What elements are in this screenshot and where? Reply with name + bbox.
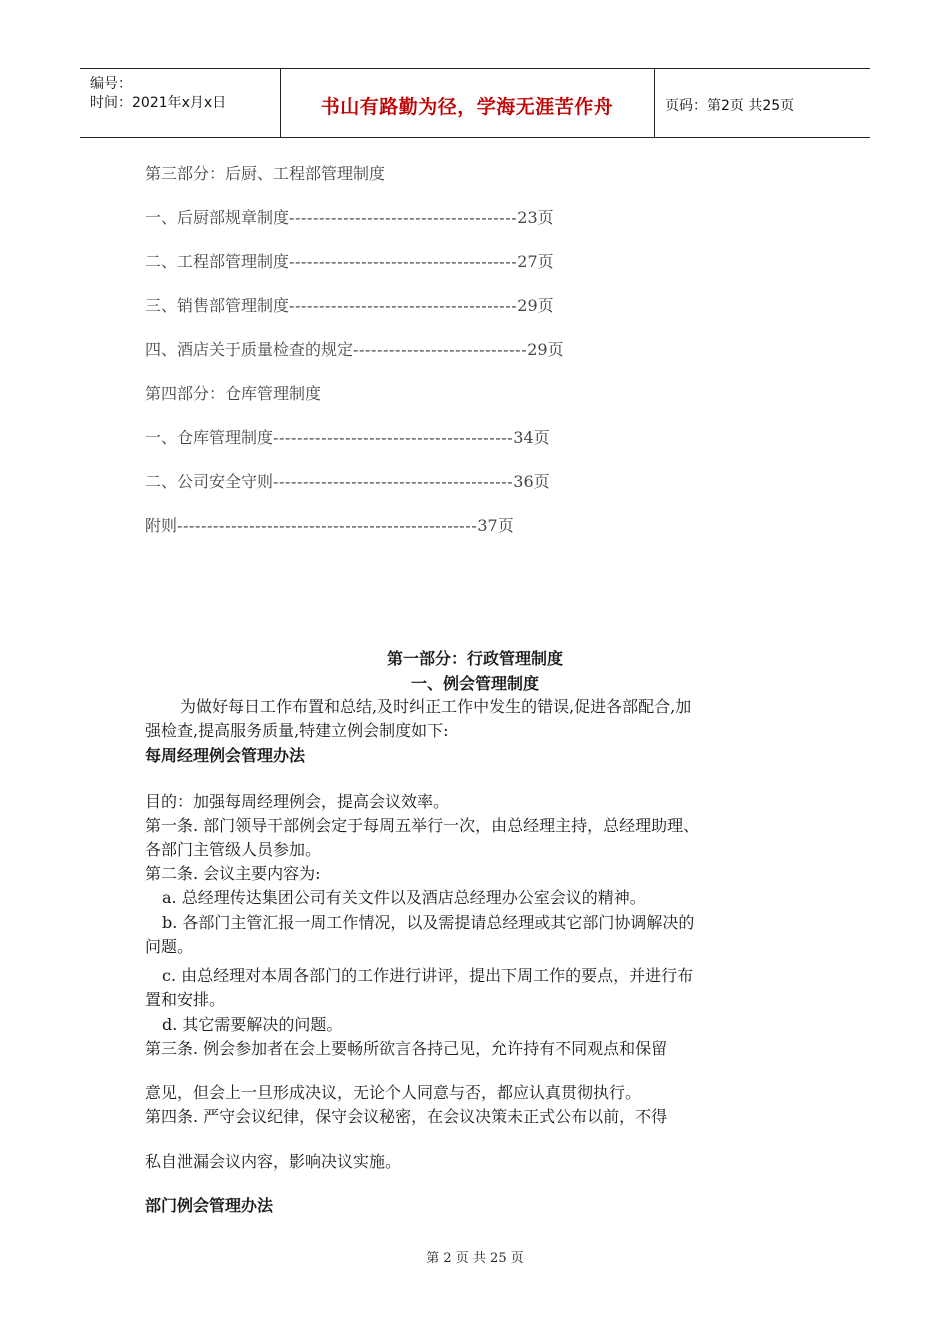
article1-line2: 各部门主管级人员参加。 bbox=[145, 840, 322, 859]
motto-text: 书山有路勤为径，学海无涯苦作舟 bbox=[320, 96, 614, 118]
toc-entry bbox=[145, 205, 554, 228]
section1-title: 一、例会管理制度 bbox=[410, 674, 539, 693]
list-item-c-line1: c. 由总经理对本周各部门的工作进行讲评，提出下周工作的要点，并进行布 bbox=[162, 966, 694, 985]
toc-leader: -------------------------------------------------- bbox=[177, 516, 478, 535]
toc-leader: ----------------------------- bbox=[353, 340, 528, 359]
toc-leader: ---------------------------------------- bbox=[273, 472, 514, 491]
page-info: 页码：第2页 共25页 bbox=[665, 98, 795, 114]
toc-leader: -------------------------------------- bbox=[289, 296, 518, 315]
toc-page: 37页 bbox=[477, 516, 514, 535]
article4-line2: 私自泄漏会议内容，影响决议实施。 bbox=[145, 1152, 402, 1171]
part1-title: 第一部分：行政管理制度 bbox=[386, 649, 563, 668]
document-header bbox=[80, 68, 870, 138]
list-item-d: d. 其它需要解决的问题。 bbox=[162, 1015, 343, 1034]
list-item-a: a. 总经理传达集团公司有关文件以及酒店总经理办公室会议的精神。 bbox=[162, 888, 646, 907]
toc-entry bbox=[145, 293, 554, 316]
toc-leader: ---------------------------------------- bbox=[273, 428, 514, 447]
toc-leader: -------------------------------------- bbox=[289, 208, 518, 227]
toc-entry-label: 附则 bbox=[145, 516, 178, 535]
list-item-b-line2: 问题。 bbox=[145, 937, 194, 956]
time-label: 时间：2021年x月x日 bbox=[90, 95, 227, 111]
header-meta-cell bbox=[80, 69, 281, 137]
toc-entry-label: 一、仓库管理制度 bbox=[145, 428, 274, 447]
article3-line2: 意见，但会上一旦形成决议，无论个人同意与否，都应认真贯彻执行。 bbox=[145, 1083, 642, 1102]
toc-entry bbox=[145, 513, 514, 536]
toc-part3-heading: 第三部分：后厨、工程部管理制度 bbox=[145, 164, 386, 183]
toc-entry bbox=[145, 425, 550, 448]
toc-entry-label: 四、酒店关于质量检查的规定 bbox=[145, 340, 354, 359]
list-item-c-line2: 置和安排。 bbox=[145, 990, 226, 1009]
toc-entry-label: 一、后厨部规章制度 bbox=[145, 208, 290, 227]
article3-line1: 第三条. 例会参加者在会上要畅所欲言各持己见，允许持有不同观点和保留 bbox=[145, 1039, 668, 1058]
toc-page: 29页 bbox=[527, 340, 564, 359]
toc-entry-label: 二、工程部管理制度 bbox=[145, 252, 290, 271]
header-page-cell bbox=[654, 69, 871, 137]
list-item-b-line1: b. 各部门主管汇报一周工作情况，以及需提请总经理或其它部门协调解决的 bbox=[162, 913, 695, 932]
intro-paragraph-line1: 为做好每日工作布置和总结,及时纠正工作中发生的错误,促进各部配合,加 bbox=[180, 697, 692, 716]
header-motto-cell bbox=[280, 69, 654, 137]
toc-page: 36页 bbox=[513, 472, 550, 491]
toc-page: 23页 bbox=[517, 208, 554, 227]
number-label: 编号： bbox=[90, 76, 132, 92]
article4-line1: 第四条. 严守会议纪律，保守会议秘密，在会议决策未正式公布以前，不得 bbox=[145, 1107, 668, 1126]
dept-meeting-heading: 部门例会管理办法 bbox=[145, 1196, 274, 1215]
toc-entry bbox=[145, 249, 554, 272]
page-footer: 第 2 页 共 25 页 bbox=[426, 1251, 524, 1266]
toc-entry bbox=[145, 337, 564, 360]
weekly-meeting-heading: 每周经理例会管理办法 bbox=[145, 746, 306, 765]
purpose-text: 目的：加强每周经理例会，提高会议效率。 bbox=[145, 792, 450, 811]
intro-paragraph-line2: 强检查,提高服务质量,特建立例会制度如下: bbox=[145, 721, 449, 740]
toc-leader: -------------------------------------- bbox=[289, 252, 518, 271]
toc-page: 34页 bbox=[513, 428, 550, 447]
toc-page: 27页 bbox=[517, 252, 554, 271]
article2: 第二条. 会议主要内容为: bbox=[145, 864, 321, 883]
toc-entry-label: 三、销售部管理制度 bbox=[145, 296, 290, 315]
toc-entry-label: 二、公司安全守则 bbox=[145, 472, 274, 491]
article1-line1: 第一条. 部门领导干部例会定于每周五举行一次，由总经理主持，总经理助理、 bbox=[145, 816, 700, 835]
toc-part4-heading: 第四部分：仓库管理制度 bbox=[145, 384, 322, 403]
toc-entry bbox=[145, 469, 550, 492]
toc-page: 29页 bbox=[517, 296, 554, 315]
